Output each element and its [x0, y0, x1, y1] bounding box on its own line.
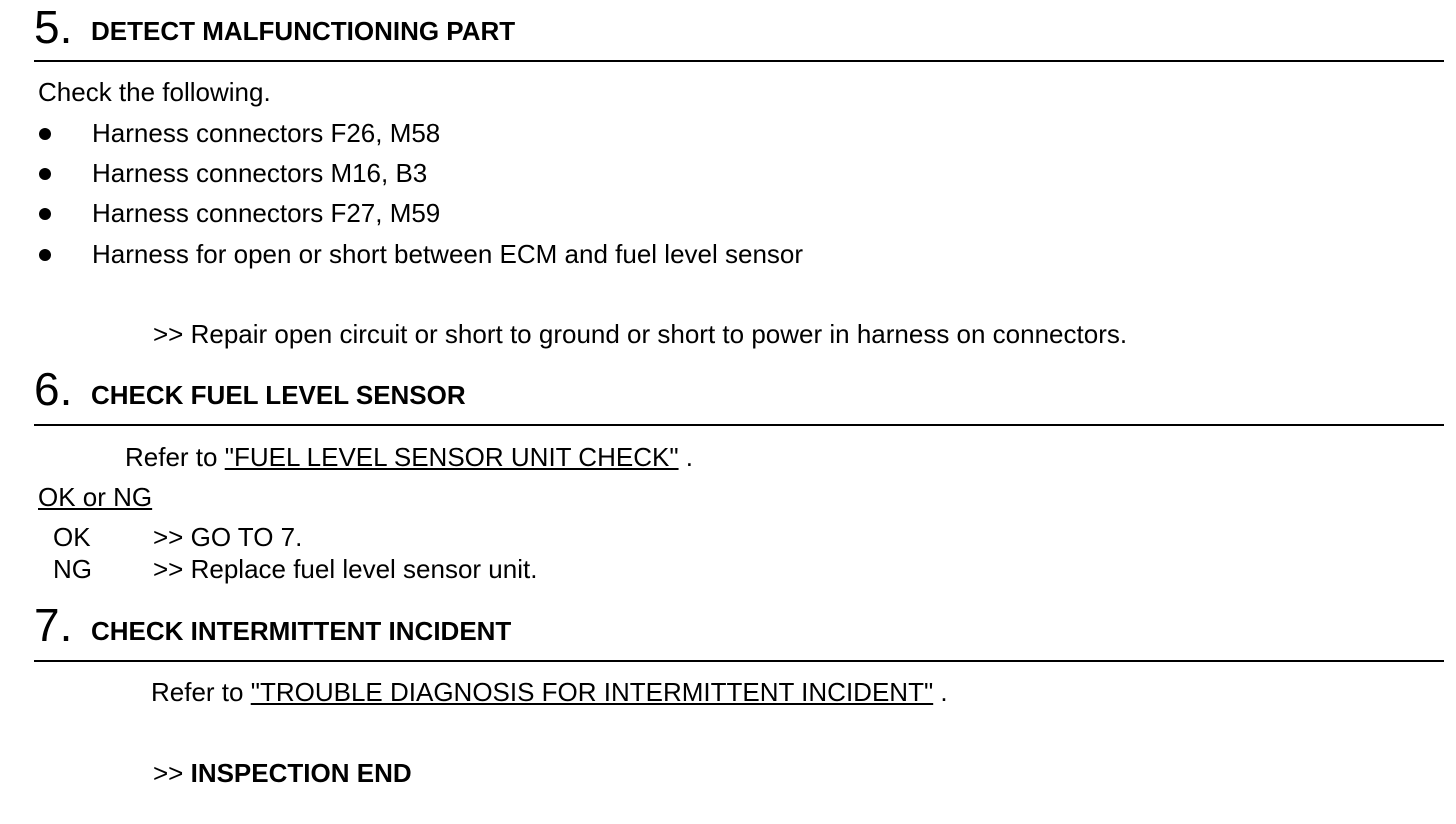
end-prefix: >>	[153, 758, 191, 788]
refer-prefix: Refer to	[125, 442, 225, 472]
step-5-title: DETECT MALFUNCTIONING PART	[91, 16, 516, 46]
refer-prefix: Refer to	[151, 677, 251, 707]
bullet-dot	[39, 249, 51, 261]
outcome-action-ok: >> GO TO 7.	[153, 522, 303, 552]
step-6-title: CHECK FUEL LEVEL SENSOR	[91, 380, 466, 410]
checklist-item: Harness for open or short between ECM and fuel level sensor	[92, 239, 804, 269]
step-5-divider	[34, 60, 1444, 62]
checklist-item: Harness connectors F27, M59	[92, 198, 441, 228]
bullet-dot	[39, 168, 51, 180]
bullet-dot	[39, 128, 51, 140]
end-label: INSPECTION END	[190, 758, 412, 788]
step-6-refer	[125, 442, 693, 472]
refer-suffix: .	[678, 442, 694, 472]
step-5-number: 5.	[34, 1, 73, 53]
bullet-dot	[39, 208, 51, 220]
step-5-result: >> Repair open circuit or short to ground or short to power in harness on connectors.	[153, 319, 1128, 349]
inspection-end	[153, 758, 412, 788]
outcome-code-ok: OK	[53, 522, 91, 552]
step-7-title: CHECK INTERMITTENT INCIDENT	[91, 616, 512, 646]
fuel-level-sensor-check-link[interactable]: "FUEL LEVEL SENSOR UNIT CHECK"	[224, 442, 679, 472]
outcome-code-ng: NG	[53, 554, 92, 584]
outcome-action-ng: >> Replace fuel level sensor unit.	[153, 554, 538, 584]
step-5-intro: Check the following.	[38, 77, 271, 107]
step-7-refer	[151, 677, 948, 707]
checklist-item: Harness connectors M16, B3	[92, 158, 428, 188]
step-7-divider	[34, 660, 1444, 662]
refer-suffix: .	[933, 677, 948, 707]
ok-or-ng-label: OK or NG	[38, 482, 153, 512]
step-6-divider	[34, 424, 1444, 426]
step-6-number: 6.	[34, 363, 73, 415]
checklist-item: Harness connectors F26, M58	[92, 118, 441, 148]
intermittent-incident-link[interactable]: "TROUBLE DIAGNOSIS FOR INTERMITTENT INCIDENT"	[250, 677, 934, 707]
step-7-number: 7.	[34, 599, 73, 651]
